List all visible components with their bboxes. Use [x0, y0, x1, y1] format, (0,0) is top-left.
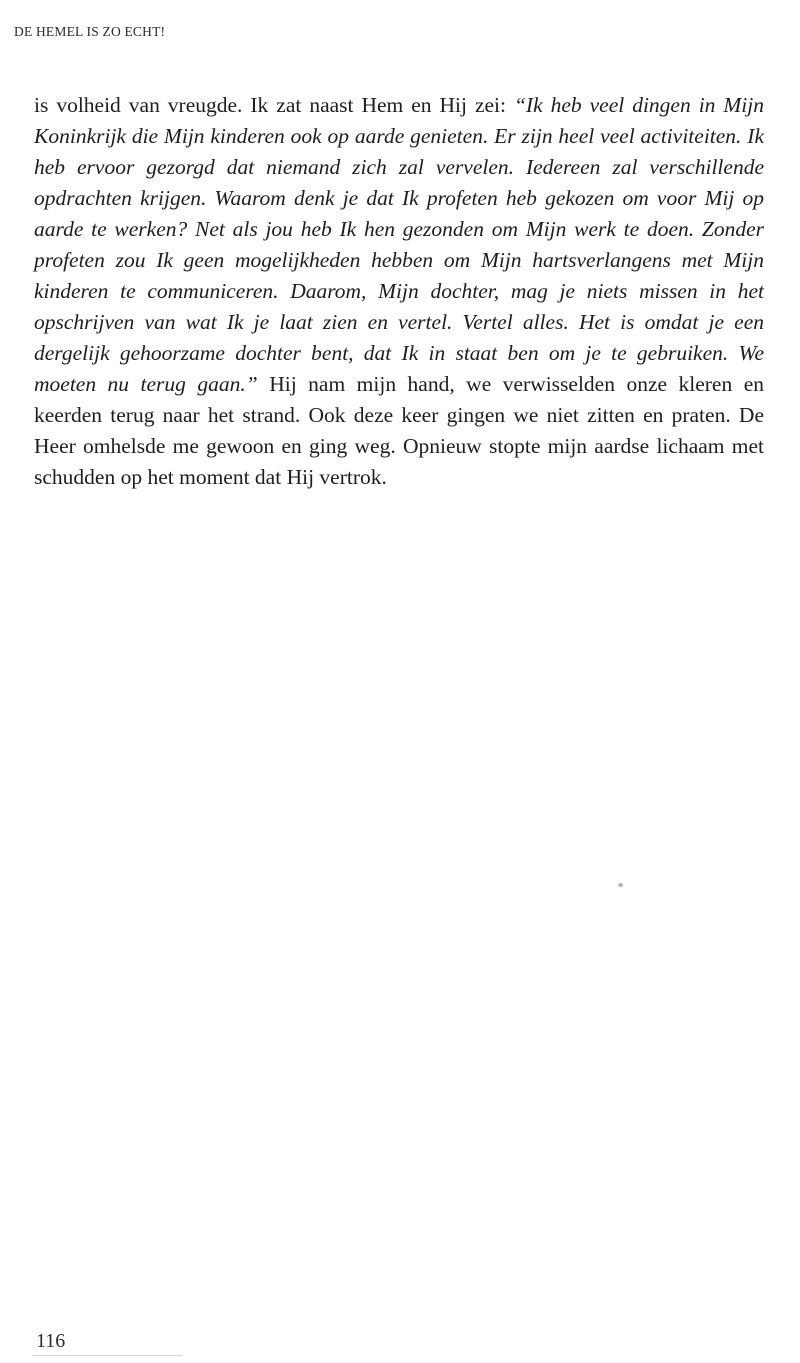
paragraph-outro: Hij nam mijn hand, we verwisselden onze kleren en keerden terug naar het strand. Ook deze keer gingen we niet zitten en praten. De Heer omhelsde me gewoon en ging weg. Opnieuw stopte mijn aardse lichaam met schudden op het moment dat Hij vertrok.	[34, 371, 764, 489]
page-number: 116	[36, 1330, 66, 1352]
body-paragraph	[34, 90, 764, 493]
running-header: DE HEMEL IS ZO ECHT!	[14, 24, 166, 39]
scan-speck	[618, 883, 623, 887]
quoted-speech: “Ik heb veel dingen in Mijn Koninkrijk die Mijn kinderen ook op aarde genieten. Er zijn heel veel activiteiten. Ik heb ervoor gezorgd dat niemand zich zal vervelen. Iedereen zal verschillende opdrachten krijgen. Waarom denk je dat Ik profeten heb gekozen om voor Mij op aarde te werken? Net als jou heb Ik hen gezonden om Mijn werk te doen. Zonder profeten zou Ik geen mogelijkheden hebben om Mijn hartsverlangens met Mijn kinderen te communiceren. Daarom, Mijn dochter, mag je niets missen in het opschrijven van wat Ik je laat zien en vertel. Vertel alles. Het is omdat je een dergelijk gehoorzame dochter bent, dat Ik in staat ben om je te gebruiken. We moeten nu terug gaan.”	[34, 92, 764, 396]
footer-rule	[32, 1355, 182, 1356]
paragraph-intro: is volheid van vreugde. Ik zat naast Hem en Hij zei:	[34, 92, 514, 117]
